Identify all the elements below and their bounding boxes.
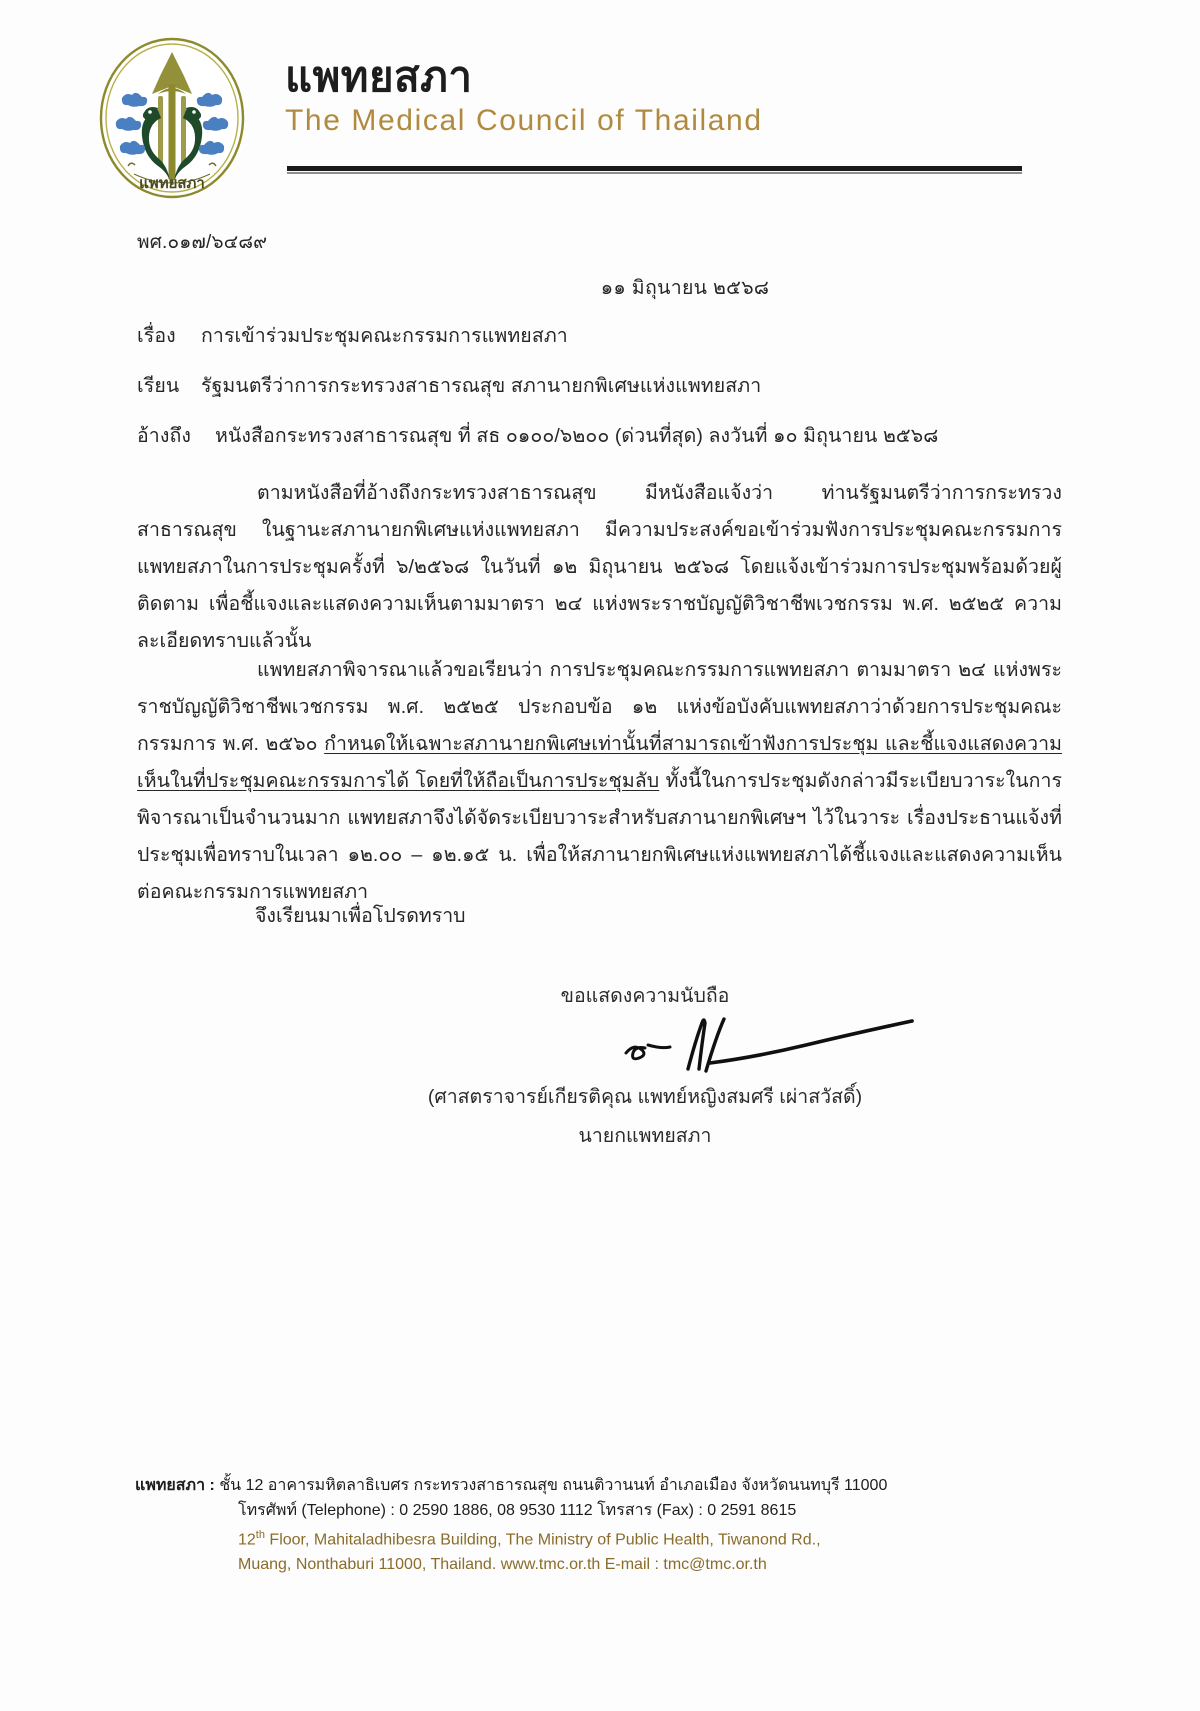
organization-title-block [285, 54, 1045, 140]
reference-value: หนังสือกระทรวงสาธารณสุข ที่ สธ ๐๑๐๐/๖๒๐๐ (ด่วนที่สุด) ลงวันที่ ๑๐ มิถุนายน ๒๕๖๘ [215, 425, 939, 447]
divider-thin-line [287, 172, 1022, 174]
footer-org-label: แพทยสภา : [135, 1477, 215, 1494]
paragraph-2-text-before-underline: แพทยสภาพิจารณาแล้วขอเรียนว่า การประชุมคณะกรรมการแพทยสภา ตามมาตรา ๒๔ แห่งพระราชบัญญัติวิชาชีพเวชกรรม พ.ศ. ๒๕๒๕ ประกอบข้อ ๑๒ แห่งข้อบังคับแพทยสภาว่าด้วยการประชุมคณะกรรมการ พ.ศ. ๒๕๖๐ [137, 659, 1062, 755]
organization-seal-icon [88, 34, 256, 202]
reference-row [137, 420, 938, 451]
subject-row [137, 320, 568, 351]
footer-address-en-text: Floor, Mahitaladhibesra Building, The Ministry of Public Health, Tiwanond Rd., [264, 1531, 821, 1549]
footer-floor-ordinal-suffix: th [255, 1529, 265, 1541]
letterhead [0, 18, 1200, 193]
footer-phone-line: โทรศัพท์ (Telephone) : 0 2590 1886, 08 9530 1112 โทรสาร (Fax) : 0 2591 8615 [238, 1502, 797, 1519]
addressee-value: รัฐมนตรีว่าการกระทรวงสาธารณสุข สภานายกพิเศษแห่งแพทยสภา [201, 375, 762, 397]
reference-number: พศ.๐๑๗/๖๔๘๙ [137, 232, 268, 253]
addressee-label: เรียน [137, 375, 180, 397]
paragraph-2-underlined-text: กำหนดให้เฉพาะสภานายกพิเศษเท่านั้นที่สามารถเข้าฟังการประชุม และชี้แจงแสดงความเห็นในที่ประชุมคณะกรรมการได้ โดยที่ให้ถือเป็นการประชุมลับ [137, 733, 1062, 792]
footer-address-thai [0, 1473, 1200, 1498]
signatory-role: นายกแพทยสภา [578, 1125, 712, 1147]
reference-label: อ้างถึง [137, 425, 192, 447]
org-name-english: The Medical Council of Thailand [285, 104, 763, 138]
letterhead-divider [287, 166, 1022, 175]
handwritten-signature [0, 1011, 1200, 1081]
page-footer [0, 1473, 1200, 1577]
footer-address-en-line2: Muang, Nonthaburi 11000, Thailand. www.tmc.or.th E-mail : tmc@tmc.or.th [238, 1556, 767, 1574]
divider-thick-line [287, 166, 1022, 171]
paragraph-2-text-after-underline: ทั้งนี้ในการประชุมดังกล่าวมีระเบียบวาระในการพิจารณาเป็นจำนวนมาก แพทยสภาจึงได้จัดระเบียบวาระสำหรับสภานายกพิเศษฯ ไว้ในวาระ เรื่องประธานแจ้งที่ประชุมเพื่อทราบในเวลา ๑๒.๐๐ – ๑๒.๑๕ น. เพื่อให้สภานายกพิเศษแห่งแพทยสภาได้ชี้แจงและแสดงความเห็นต่อคณะกรรมการแพทยสภา [137, 770, 1062, 903]
signatory-name: (ศาสตราจารย์เกียรติคุณ แพทย์หญิงสมศรี เผ่าสวัสดิ์) [427, 1086, 863, 1108]
footer-address-thai-text: ชั้น 12 อาคารมหิตลาธิเบศร กระทรวงสาธารณสุข ถนนติวานนท์ อำเภอเมือง จังหวัดนนทบุรี 11000 [219, 1477, 888, 1494]
footer-floor-number: 12 [238, 1531, 256, 1549]
subject-label: เรื่อง [137, 325, 176, 347]
document-date: ๑๑ มิถุนายน ๒๕๖๘ [600, 277, 770, 299]
body-paragraph-1 [137, 475, 1062, 660]
body-paragraph-2 [137, 652, 1062, 911]
closing-line: จึงเรียนมาเพื่อโปรดทราบ [255, 905, 466, 927]
signature-regards: ขอแสดงความนับถือ [560, 985, 730, 1007]
svg-text:แพทยสภา: แพทยสภา [139, 175, 205, 192]
signature-block [0, 980, 1200, 1151]
paragraph-1-text: ตามหนังสือที่อ้างถึงกระทรวงสาธารณสุข มีหนังสือแจ้งว่า ท่านรัฐมนตรีว่าการกระทรวงสาธารณสุข ในฐานะสภานายกพิเศษแห่งแพทยสภา มีความประสงค์ขอเข้าร่วมฟังการประชุมคณะกรรมการแพทยสภาในการประชุมครั้งที่ ๖/๒๕๖๘ ในวันที่ ๑๒ มิถุนายน ๒๕๖๘ โดยแจ้งเข้าร่วมการประชุมพร้อมด้วยผู้ติดตาม เพื่อชี้แจงและแสดงความเห็นตามมาตรา ๒๔ แห่งพระราชบัญญัติวิชาชีพเวชกรรม พ.ศ. ๒๕๒๕ ความละเอียดทราบแล้วนั้น [137, 482, 1062, 652]
subject-value: การเข้าร่วมประชุมคณะกรรมการแพทยสภา [201, 325, 568, 347]
addressee-row [137, 370, 761, 401]
org-name-thai: แพทยสภา [285, 53, 473, 100]
footer-address-en-line1 [0, 1523, 1200, 1552]
